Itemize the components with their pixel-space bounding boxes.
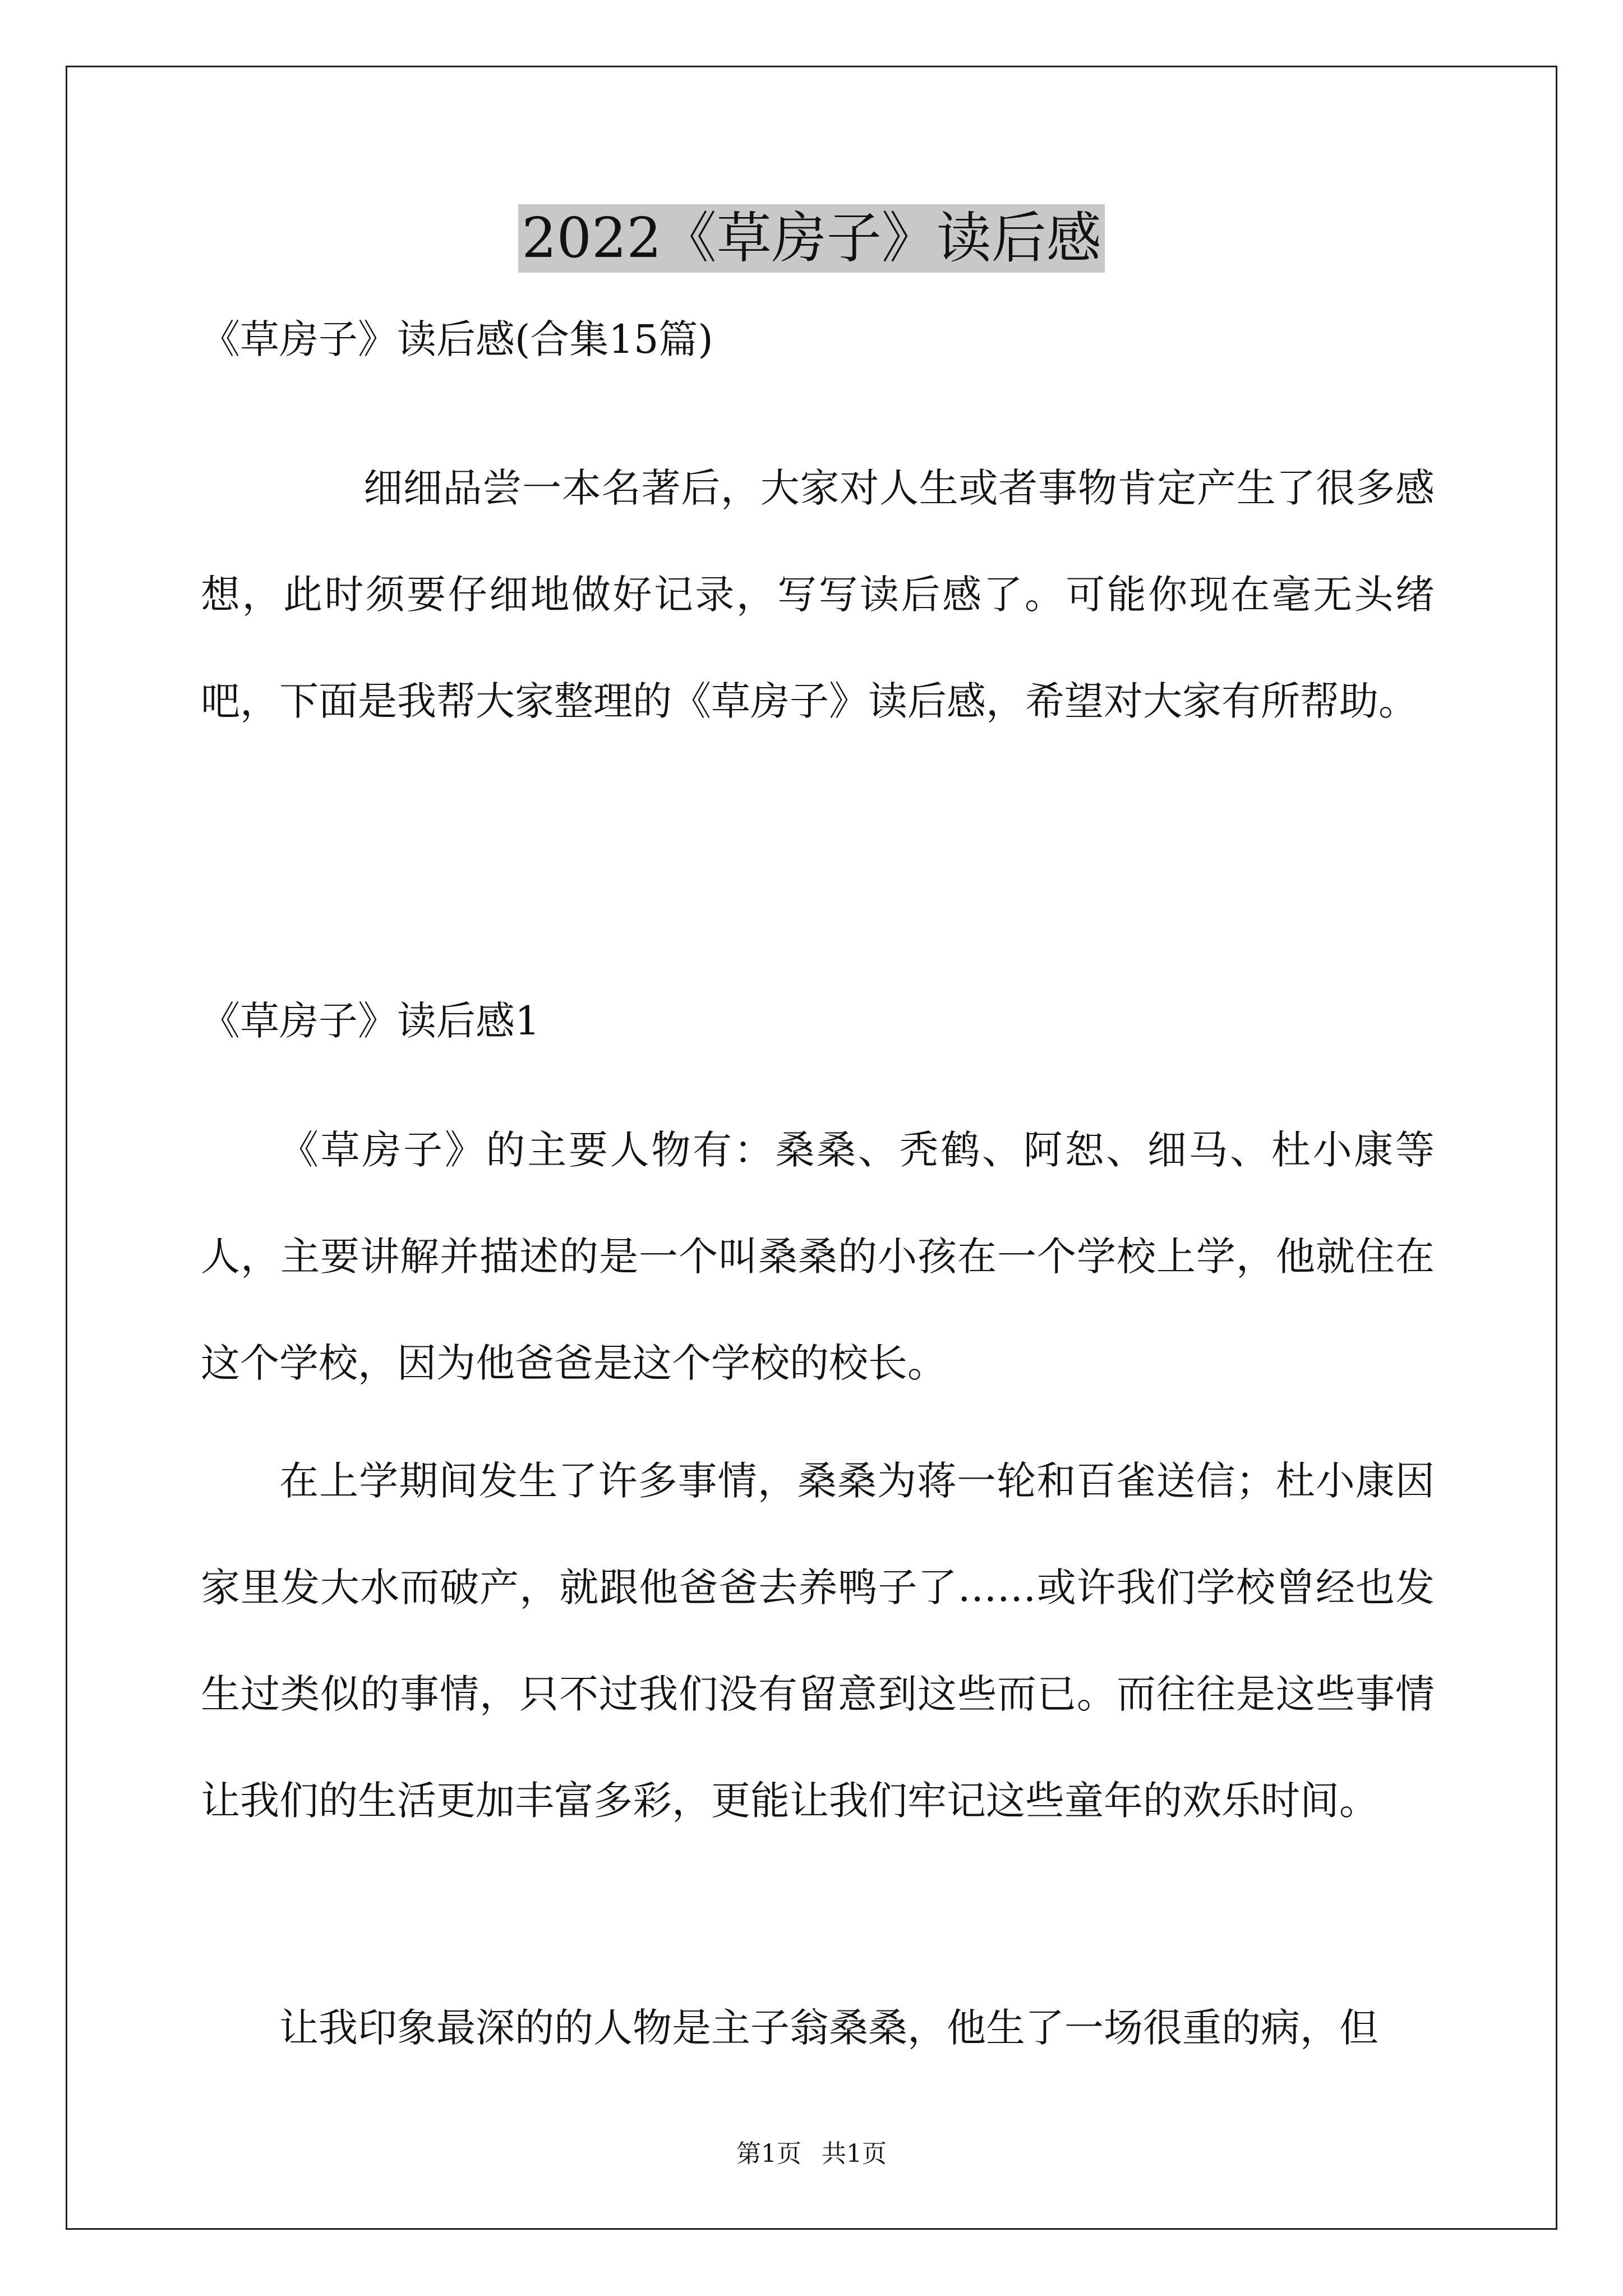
document-title-text: 2022《草房子》读后感 <box>518 204 1104 273</box>
body-paragraph-2: 在上学期间发生了许多事情，桑桑为蒋一轮和百雀送信；杜小康因家里发大水而破产，就跟他爸爸去养鸭子了……或许我们学校曾经也发生过类似的事情，只不过我们没有留意到这些而已。而往往是这些事情让我们的生活更加丰富多彩，更能让我们牢记这些童年的欢乐时间。 <box>201 1458 1435 1824</box>
intro-paragraph: 细细品尝一本名著后，大家对人生或者事物肯定产生了很多感想，此时须要仔细地做好记录，写写读后感了。可能你现在毫无头绪吧，下面是我帮大家整理的《草房子》读后感，希望对大家有所帮助。 <box>201 465 1435 724</box>
footer-page-total: 共1页 <box>822 2139 887 2168</box>
section-heading: 《草房子》读后感1 <box>201 998 540 1044</box>
footer-page-number: 第1页 <box>736 2139 801 2168</box>
body-paragraph-3: 让我印象最深的的人物是主子翁桑桑，他生了一场很重的病，但 <box>279 2005 1378 2051</box>
body-paragraph-1: 《草房子》的主要人物有：桑桑、秃鹤、阿恕、细马、杜小康等人，主要讲解并描述的是一个叫桑桑的小孩在一个学校上学，他就住在这个学校，因为他爸爸是这个学校的校长。 <box>201 1127 1435 1386</box>
document-subtitle: 《草房子》读后感(合集15篇) <box>201 316 713 362</box>
page-footer <box>0 2137 1623 2171</box>
document-title <box>0 199 1623 278</box>
